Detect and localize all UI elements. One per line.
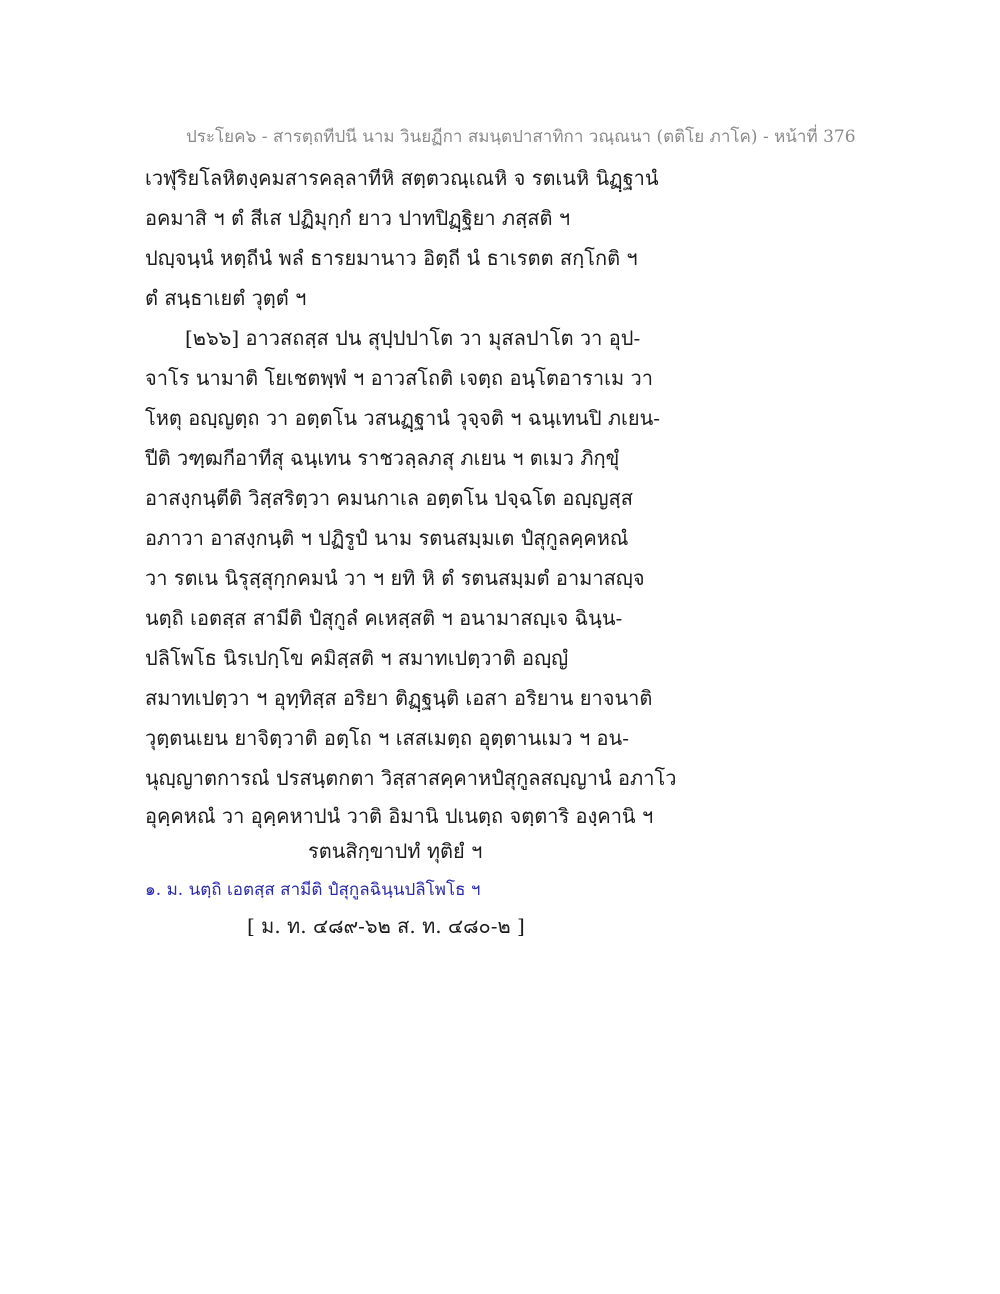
body-line: นุญฺญาตการณํ ปรสนฺตกตา วิสฺสาสคฺคาหปํสุกูลสญฺญานํ อภาโว [145, 766, 677, 790]
body-line: อภาวา อาสงฺกนฺติ ฯ ปฏิรูปํ นาม รตนสมฺมเต ปํสุกูลคฺคหณํ [145, 526, 629, 550]
body-line: ปีติ วฑฺฒกีอาทีสุ ฉนฺเทน ราชวลฺลภสุ ภเยน ฯ ตเมว ภิกฺขุํ [145, 446, 620, 470]
section-title: รตนสิกฺขาปทํ ทุติยํ ฯ [308, 839, 483, 863]
body-line: วา รตเน นิรุสฺสุกฺกคมนํ วา ฯ ยทิ หิ ตํ รตนสมฺมตํ อามาสญฺจ [145, 566, 645, 590]
footnote: ๑. ม. นตฺถิ เอตสฺส สามีติ ปํสุกูลฉินฺนปลิโพโธ ฯ [145, 880, 481, 900]
body-line-paragraph-start: [๒๖๖] อาวสถสฺส ปน สุปฺปปาโต วา มุสลปาโต วา อุป- [185, 326, 641, 350]
body-line: สมาทเปตฺวา ฯ อุทฺทิสฺส อริยา ติฏฺฐนฺติ เอสา อริยาน ยาจนาติ [145, 686, 653, 710]
body-line: วุตฺตนเยน ยาจิตฺวาติ อตฺโถ ฯ เสสเมตฺถ อุตฺตานเมว ฯ อน- [145, 726, 629, 750]
body-line: ปญฺจนฺนํ หตฺถีนํ พลํ ธารยมานาว อิตฺถี นํ ธาเรตต สกฺโกติ ฯ [145, 246, 638, 270]
body-line: ปลิโพโธ นิรเปกฺโข คมิสฺสติ ฯ สมาทเปตฺวาติ อญฺญํ [145, 646, 569, 670]
body-line: เวฬุริยโลหิตงฺคมสารคลฺลาทีหิ สตฺตวณฺเณหิ จ รตเนหิ นิฏฺฐานํ [145, 166, 659, 190]
body-line: โหตุ อญฺญตฺถ วา อตฺตโน วสนฏฺฐานํ วุจฺจติ ฯ ฉนฺเทนปิ ภเยน- [145, 406, 661, 430]
reference-citation: [ ม. ท. ๔๘๙-๖๒ ส. ท. ๔๘๐-๒ ] [247, 914, 525, 938]
body-line: อาสงฺกนฺตีติ วิสฺสริตฺวา คมนกาเล อตฺตโน ปจฺฉโต อญฺญสฺส [145, 486, 633, 510]
body-line: จาโร นามาติ โยเชตพฺพํ ฯ อาวสโถติ เจตฺถ อนฺโตอาราเม วา [145, 366, 653, 390]
body-line: อคมาสิ ฯ ตํ สีเส ปฏิมุกฺกํ ยาว ปาทปิฏฺฐิยา ภสฺสติ ฯ [145, 206, 571, 230]
page-header: ประโยค๖ - สารตฺถทีปนี นาม วินยฏีกา สมนฺตปาสาทิกา วณฺณนา (ตติโย ภาโค) - หน้าที่ 376 [186, 127, 856, 147]
body-line: นตฺถิ เอตสฺส สามีติ ปํสุกูลํ คเหสฺสติ ฯ อนามาสญฺเจ ฉินฺน- [145, 606, 623, 630]
body-line: อุคฺคหณํ วา อุคฺคหาปนํ วาติ อิมานิ ปเนตฺถ จตฺตาริ องฺคานิ ฯ [145, 804, 654, 828]
body-line: ตํ สนฺธาเยตํ วุตฺตํ ฯ [145, 286, 307, 310]
